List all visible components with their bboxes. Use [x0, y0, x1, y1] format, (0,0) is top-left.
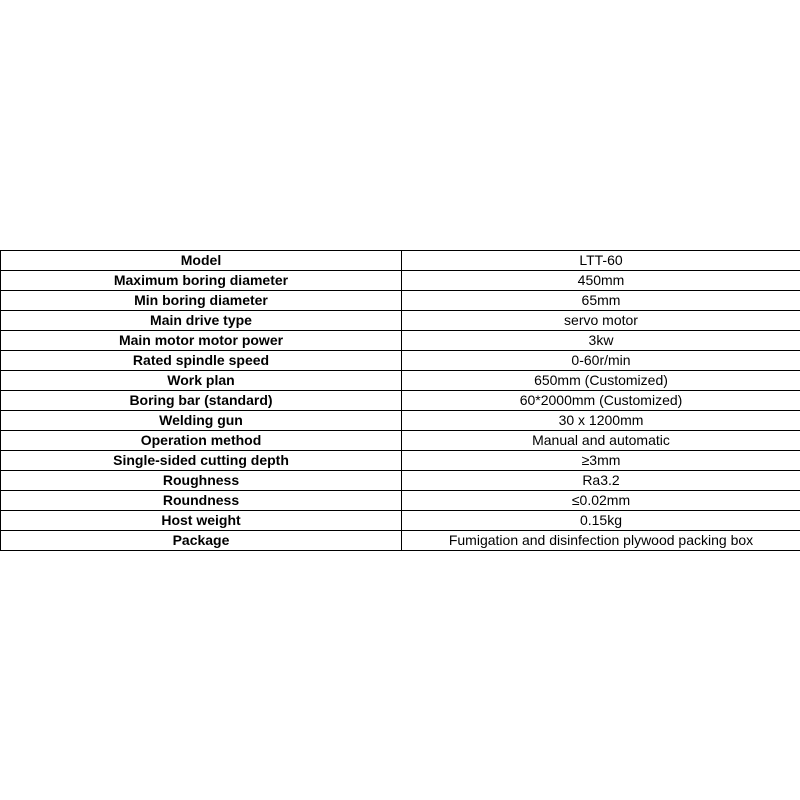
- spec-value-host-weight: 0.15kg: [402, 511, 800, 531]
- spec-value-rated-spindle-speed: 0-60r/min: [402, 351, 800, 371]
- spec-label-operation-method: Operation method: [1, 431, 402, 451]
- spec-label-roughness: Roughness: [1, 471, 402, 491]
- table-row: [1, 311, 800, 331]
- spec-label-welding-gun: Welding gun: [1, 411, 402, 431]
- table-row: [1, 491, 800, 511]
- table-row: [1, 351, 800, 371]
- spec-label-roundness: Roundness: [1, 491, 402, 511]
- spec-value-main-drive-type: servo motor: [402, 311, 800, 331]
- spec-label-main-drive-type: Main drive type: [1, 311, 402, 331]
- spec-label-main-motor-power: Main motor motor power: [1, 331, 402, 351]
- spec-label-boring-bar: Boring bar (standard): [1, 391, 402, 411]
- spec-table-body: [1, 251, 800, 551]
- spec-value-package: Fumigation and disinfection plywood packing box: [402, 531, 800, 551]
- table-row: [1, 331, 800, 351]
- spec-value-work-plan: 650mm (Customized): [402, 371, 800, 391]
- table-row: [1, 411, 800, 431]
- spec-value-max-boring-diameter: 450mm: [402, 271, 800, 291]
- spec-label-min-boring-diameter: Min boring diameter: [1, 291, 402, 311]
- table-row: [1, 291, 800, 311]
- spec-value-roughness: Ra3.2: [402, 471, 800, 491]
- spec-label-cutting-depth: Single-sided cutting depth: [1, 451, 402, 471]
- spec-value-min-boring-diameter: 65mm: [402, 291, 800, 311]
- spec-label-max-boring-diameter: Maximum boring diameter: [1, 271, 402, 291]
- spec-value-welding-gun: 30 x 1200mm: [402, 411, 800, 431]
- spec-value-cutting-depth: ≥3mm: [402, 451, 800, 471]
- spec-label-rated-spindle-speed: Rated spindle speed: [1, 351, 402, 371]
- spec-value-main-motor-power: 3kw: [402, 331, 800, 351]
- table-row: [1, 451, 800, 471]
- spec-label-package: Package: [1, 531, 402, 551]
- table-row: [1, 371, 800, 391]
- table-row: [1, 531, 800, 551]
- spec-label-host-weight: Host weight: [1, 511, 402, 531]
- table-row: [1, 431, 800, 451]
- table-row: [1, 391, 800, 411]
- table-row: [1, 251, 800, 271]
- spec-value-boring-bar: 60*2000mm (Customized): [402, 391, 800, 411]
- spec-label-model: Model: [1, 251, 402, 271]
- table-row: [1, 471, 800, 491]
- spec-label-work-plan: Work plan: [1, 371, 402, 391]
- table-row: [1, 511, 800, 531]
- table-row: [1, 271, 800, 291]
- spec-value-roundness: ≤0.02mm: [402, 491, 800, 511]
- spec-table: [0, 250, 800, 551]
- spec-value-operation-method: Manual and automatic: [402, 431, 800, 451]
- spec-value-model: LTT-60: [402, 251, 800, 271]
